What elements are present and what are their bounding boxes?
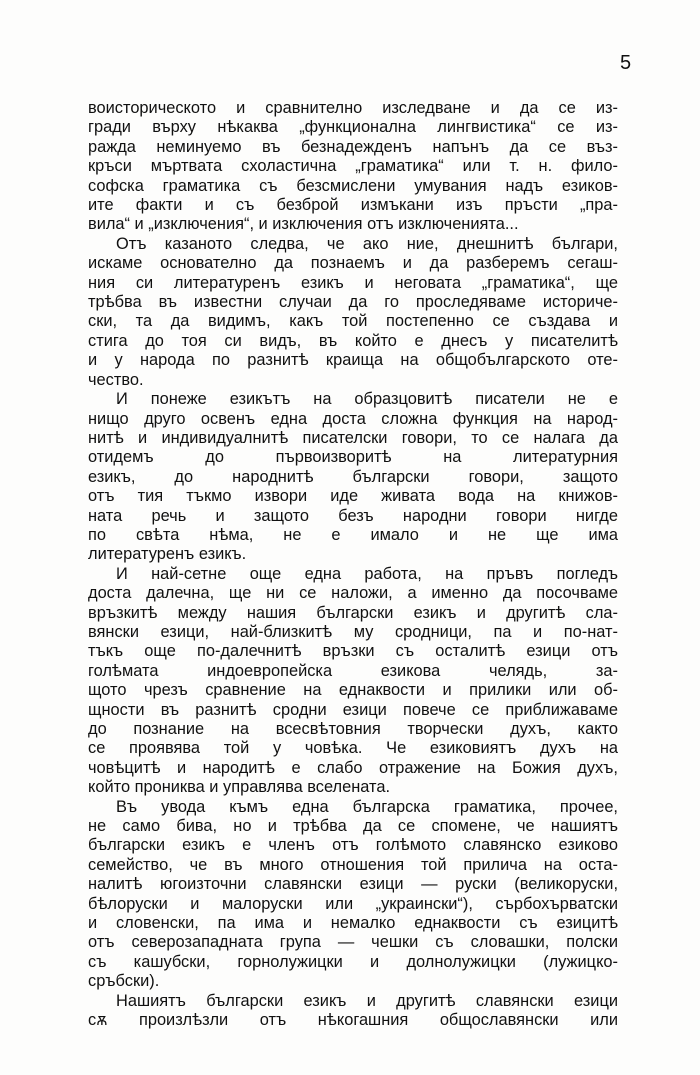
text-line: до познание на всесвѣтовния творчески духъ, както xyxy=(88,720,618,738)
paragraph-4 xyxy=(88,565,618,798)
text-line: гради върху нѣкаква „функционална лингвистика“ се из- xyxy=(88,118,618,137)
text-line: чество. xyxy=(88,370,144,389)
text-line: български езикъ е членъ отъ голѣмото славянско езиково xyxy=(88,836,618,855)
paragraph-2 xyxy=(88,235,618,390)
text-line: трѣбва въ известни случаи да го проследяваме историче- xyxy=(88,293,618,312)
text-line: ски, та да видимъ, какъ той постепенно се създава и xyxy=(88,312,618,331)
text-line: съ кашубски, горнолужицки и долнолужицки (лужицко- xyxy=(88,952,618,971)
text-line: семейство, че въ много отношения той прилича на оста- xyxy=(88,855,618,874)
paragraph-5 xyxy=(88,798,618,992)
text-line: отидемъ до първоизворитѣ на литературния xyxy=(88,448,618,467)
text-line: който прониква и управлява вселената. xyxy=(88,778,391,797)
text-line: налитѣ югоизточни славянски езици — руски (великоруски, xyxy=(88,875,618,894)
text-line: бѣлоруски и малоруски или „украински“), сърбохърватски xyxy=(88,894,618,913)
text-line: Въ увода къмъ една българска граматика, прочее, xyxy=(116,797,618,816)
text-line: софска граматика съ безсмислени умувания надъ езиков- xyxy=(88,176,618,195)
text-line: връзкитѣ между нашия български езикъ и другитѣ сла- xyxy=(88,603,618,622)
paragraph-3 xyxy=(88,390,618,565)
paragraph-1 xyxy=(88,99,618,235)
text-line: се проявява той у човѣка. Че езиковиятъ духъ на xyxy=(88,739,618,758)
text-line: доста далечна, ще ни се наложи, а именно да посочваме xyxy=(88,584,618,603)
text-line: отъ северозападната група — чешки съ словашки, полски xyxy=(88,933,618,952)
text-line: по свѣта нѣма, не е имало и не ще има xyxy=(88,525,618,544)
text-line: сръбски). xyxy=(88,972,160,991)
text-line: литературенъ езикъ. xyxy=(88,545,247,564)
text-line: ите факти и съ безброй измъкани изъ пръсти „пра- xyxy=(88,196,618,215)
text-line: езикъ, до народнитѣ български говори, защото xyxy=(88,467,618,486)
paragraph-6 xyxy=(88,992,618,1031)
text-line: щности въ разнитѣ сродни езици повече се приближаваме xyxy=(88,700,618,719)
page-number: 5 xyxy=(620,52,632,74)
text-line: ния си литературенъ езикъ и неговата „граматика“, ще xyxy=(88,273,618,292)
text-line: човѣцитѣ и народитѣ е слабо отражение на Божия духъ, xyxy=(88,758,618,777)
body-text xyxy=(88,99,618,1031)
text-line: ната речь и защото безъ народни говори нигде xyxy=(88,506,618,525)
text-line: стига до тоя си видъ, въ който е днесъ у писателитѣ xyxy=(88,331,618,350)
text-line: И понеже езикътъ на образцовитѣ писатели не е xyxy=(116,390,618,409)
text-line: и словенски, па има и немалко еднаквости съ езицитѣ xyxy=(88,914,618,933)
text-line: Нашиятъ български езикъ и другитѣ славянски езици xyxy=(116,991,618,1010)
text-line: нищо друго освенъ една доста сложна функция на народ- xyxy=(88,409,618,428)
text-line: отъ тия тъкмо извори иде живата вода на книжов- xyxy=(88,487,618,506)
text-line: искаме основателно да познаемъ и да разберемъ сегаш- xyxy=(88,254,618,273)
text-line: воисторическото и сравнително изследване и да се из- xyxy=(88,99,618,117)
text-line: не само бива, но и трѣбва да се спомене, че нашиятъ xyxy=(88,817,618,836)
text-line: кръси мъртвата схоластична „граматика“ или т. н. фило- xyxy=(88,157,618,176)
text-line: нитѣ и индивидуалнитѣ писателски говори, то се налага да xyxy=(88,428,618,447)
text-line: И най-сетне още една работа, на пръвъ погледъ xyxy=(116,564,618,583)
text-line: вянски езици, най-близкитѣ му сродници, па и по-нат- xyxy=(88,622,618,641)
text-line: вила“ и „изключения“, и изключения отъ изключенията... xyxy=(88,215,519,234)
text-line: Отъ казаното следва, че ако ние, днешнитѣ българи, xyxy=(116,234,618,253)
text-line: и у народа по разнитѣ краища на общобългарското оте- xyxy=(88,351,618,370)
text-line: сѫ произлѣзли отъ нѣкогашния общославянски или xyxy=(88,1011,618,1030)
text-line: ражда неминуемо въ безнадежденъ напънъ да се въз- xyxy=(88,137,618,156)
text-line: тъкъ още по-далечнитѣ връзки съ осталитѣ езици отъ xyxy=(88,642,618,661)
text-line: щото чрезъ сравнение на еднаквости и прилики или об- xyxy=(88,681,618,700)
text-line: голѣмата индоевропейска езикова челядь, за- xyxy=(88,661,618,680)
